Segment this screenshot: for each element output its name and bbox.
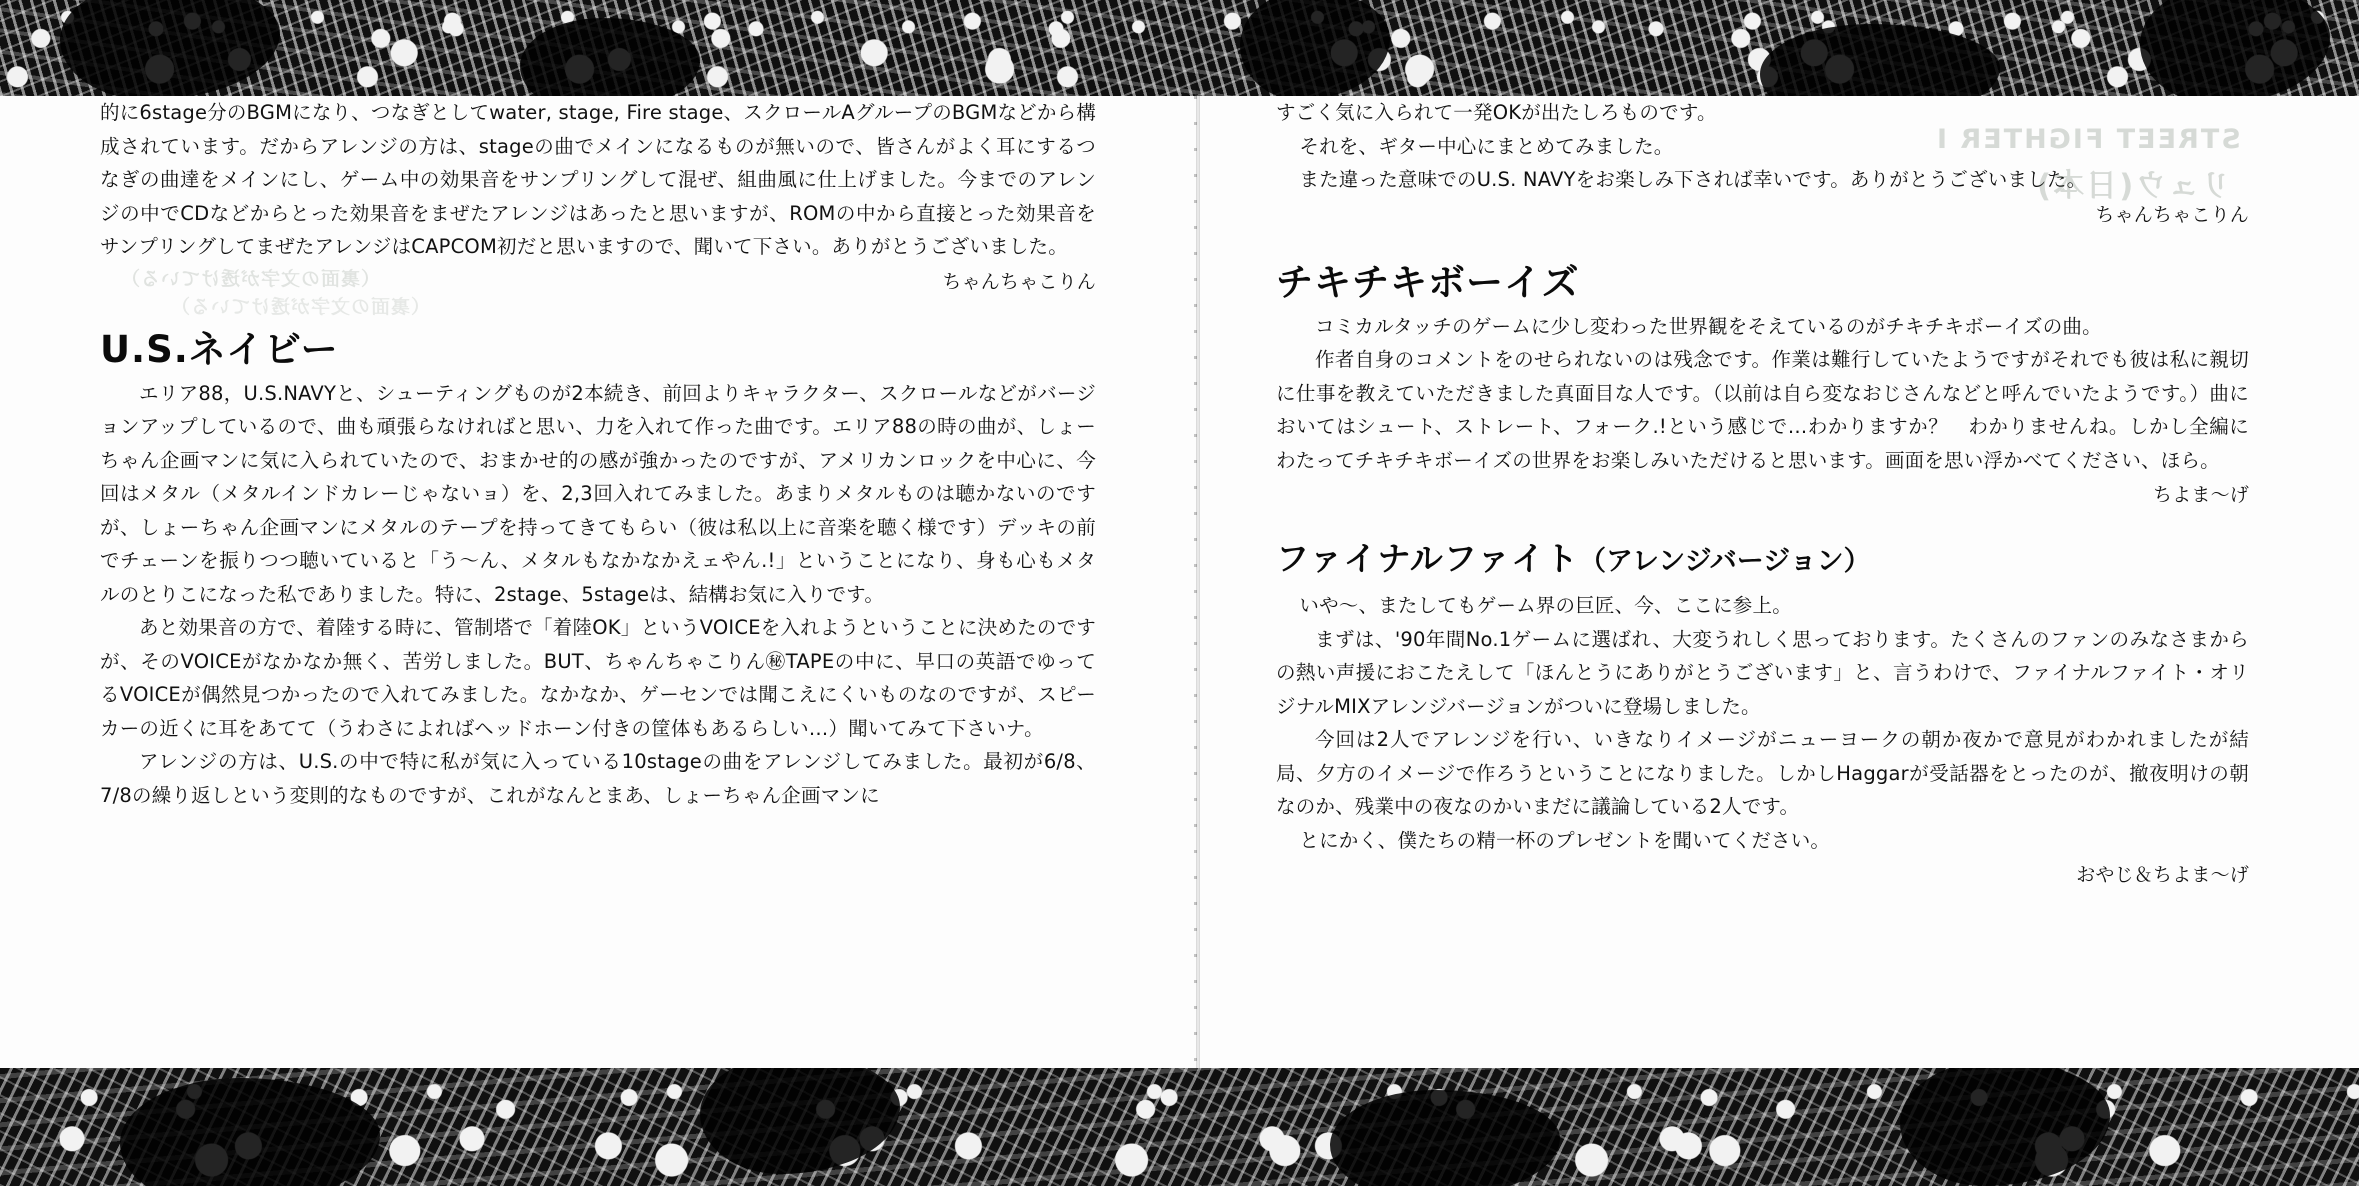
- show-through-text-left-1: （裏面の文字が透けている）: [120, 268, 381, 290]
- final-fight-paragraph-3: 今回は2人でアレンジを行い、いきなりイメージがニューヨークの朝か夜かで意見がわかれましたが結局、夕方のイメージで作ろうということになりました。しかしHaggarが受話器をとったのが、撤夜明けの朝なのか、残業中の夜なのかいまだに議論している2人です。: [1276, 728, 2249, 818]
- show-through-text-right-2: リュウ(日本): [2034, 168, 2231, 204]
- show-through-text-left-2: （裏面の文字が透けている）: [170, 296, 431, 318]
- left-page-text: [100, 96, 1096, 812]
- bottom-halftone-band: [0, 1068, 2359, 1186]
- left-continued-signature: ちゃんちゃこりん: [942, 270, 1096, 293]
- track-title-final-fight-main: ファイナルファイト: [1276, 539, 1580, 578]
- right-continued-paragraph-3: また違った意味でのU.S. NAVYをお楽しみ下されば幸いです。ありがとうございました。: [1299, 168, 2087, 191]
- left-continued-paragraph: 的に6stage分のBGMになり、つなぎとしてwater, stage, Fire stage、スクロールAグループのBGMなどから構成されています。だからアレンジの方は、stageの曲でメインになるものが無いので、皆さんがよく耳にするつなぎの曲達をメインにし、ゲーム中の効果音をサンプリングして混ぜ、組曲風に仕上げました。今までのアレンジの中でCDなどからとった効果音をまぜたアレンジはあったと思いますが、ROMの中から直接とった効果音をサンプリングしてまぜたアレンジはCAPCOM初だと思いますので、聞いて下さい。ありがとうございました。: [100, 101, 1096, 258]
- show-through-text-right-1: STREET FIGHTER I: [1935, 124, 2241, 155]
- track-title-final-fight: [1276, 536, 2249, 585]
- right-page-text: [1276, 96, 2249, 892]
- track-title-chiki-chiki-boys-main: チキチキボーイズ: [1276, 260, 1580, 304]
- right-continued-paragraph-1: すごく気に入られて一発OKが出たしろものです。: [1276, 101, 1717, 124]
- final-fight-signature: おやじ＆ちよま～げ: [2076, 864, 2249, 886]
- final-fight-paragraph-4: とにかく、僕たちの精一杯のプレゼントを聞いてください。: [1299, 828, 1831, 852]
- final-fight-paragraph-2: まずは、'90年間No.1ゲームに選ばれ、大変うれしく思っております。たくさんのファンのみなさまからの熱い声援におこたえして「ほんとうにありがとうございます」と、言うわけで、ファイナルファイト・オリジナルMIXアレンジバージョンがついに登場しました。: [1276, 627, 2249, 718]
- us-navy-paragraph-1: エリア88，U.S.NAVYと、シューティングものが2本続き、前回よりキャラクター、スクロールなどがバージョンアップしているので、曲も頑張らなければと思い、力を入れて作った曲です。エリア88の時の曲が、しょーちゃん企画マンに気に入られていたので、おまかせ的の感が強かったのですが、アメリカンロックを中心に、今回はメタル（メタルインドカレーじゃないョ）を、2,3回入れてみました。あまりメタルものは聴かないのですが、しょーちゃん企画マンにメタルのテープを持ってきてもらい（彼は私以上に音楽を聴く様です）デッキの前でチェーンを振りつつ聴いていると「う～ん、メタルもなかなかえェやん.!」ということになり、身も心もメタルのとりこになった私でありました。特に、2stage、5stageは、結構お気に入りです。: [100, 381, 1096, 606]
- chiki-chiki-boys-signature: ちよま～げ: [2152, 484, 2249, 506]
- chiki-chiki-boys-paragraph-2: 作者自身のコメントをのせられないのは残念です。作業は難行していたようですがそれでも彼は私に親切に仕事を教えていただきました真面目な人です。（以前は自ら変なおじさんなどと呼んでいたようです。）曲においてはシュート、ストレート、フォーク.!という感じで…わかりますか？ わかりませんね。しかし全編にわたってチキチキボーイズの世界をお楽しみいただけると思います。画面を思い浮かべてください、ほら。: [1276, 348, 2249, 472]
- halftone-blotch: [1330, 1090, 1560, 1186]
- left-page: [0, 96, 1196, 1068]
- halftone-texture-top: [0, 0, 2359, 96]
- final-fight-paragraph-1: いや～、またしてもゲーム界の巨匠、今、ここに参上。: [1299, 594, 1792, 617]
- track-title-final-fight-sub: （アレンジバージョン）: [1579, 546, 1871, 577]
- us-navy-paragraph-2: あと効果音の方で、着陸する時に、管制塔で「着陸OK」というVOICEを入れようということに決めたのですが、そのVOICEがなかなか無く、苦労しました。BUT、ちゃんちゃこりん㊙TAPEの中に、早口の英語でゆってるVOICEが偶然見つかったので入れてみました。なかなか、ゲーセンでは聞こえにくいものなのですが、スピーカーの近くに耳をあてて（うわさによればヘッドホーン付きの筐体もあるらしい…）聞いてみて下さいナ。: [100, 616, 1096, 740]
- right-continued-paragraph-2: それを、ギター中心にまとめてみました。: [1299, 134, 1674, 158]
- track-title-us-navy: U.S.ネイビー: [100, 327, 339, 371]
- right-continued-signature: ちゃんちゃこりん: [2095, 203, 2249, 226]
- track-title-chiki-chiki-boys: [1276, 260, 2249, 306]
- chiki-chiki-boys-paragraph-1: コミカルタッチのゲームに少し変わった世界観をそえているのがチキチキボーイズの曲。: [1315, 314, 2102, 338]
- right-page: [1196, 96, 2359, 1068]
- top-halftone-band: [0, 0, 2359, 96]
- us-navy-paragraph-3: アレンジの方は、U.S.の中で特に私が気に入っている10stageの曲をアレンジしてみました。最初が6/8、7/8の繰り返しという変則的なものですが、これがなんとまあ、しょーちゃん企画マンに: [100, 750, 1096, 807]
